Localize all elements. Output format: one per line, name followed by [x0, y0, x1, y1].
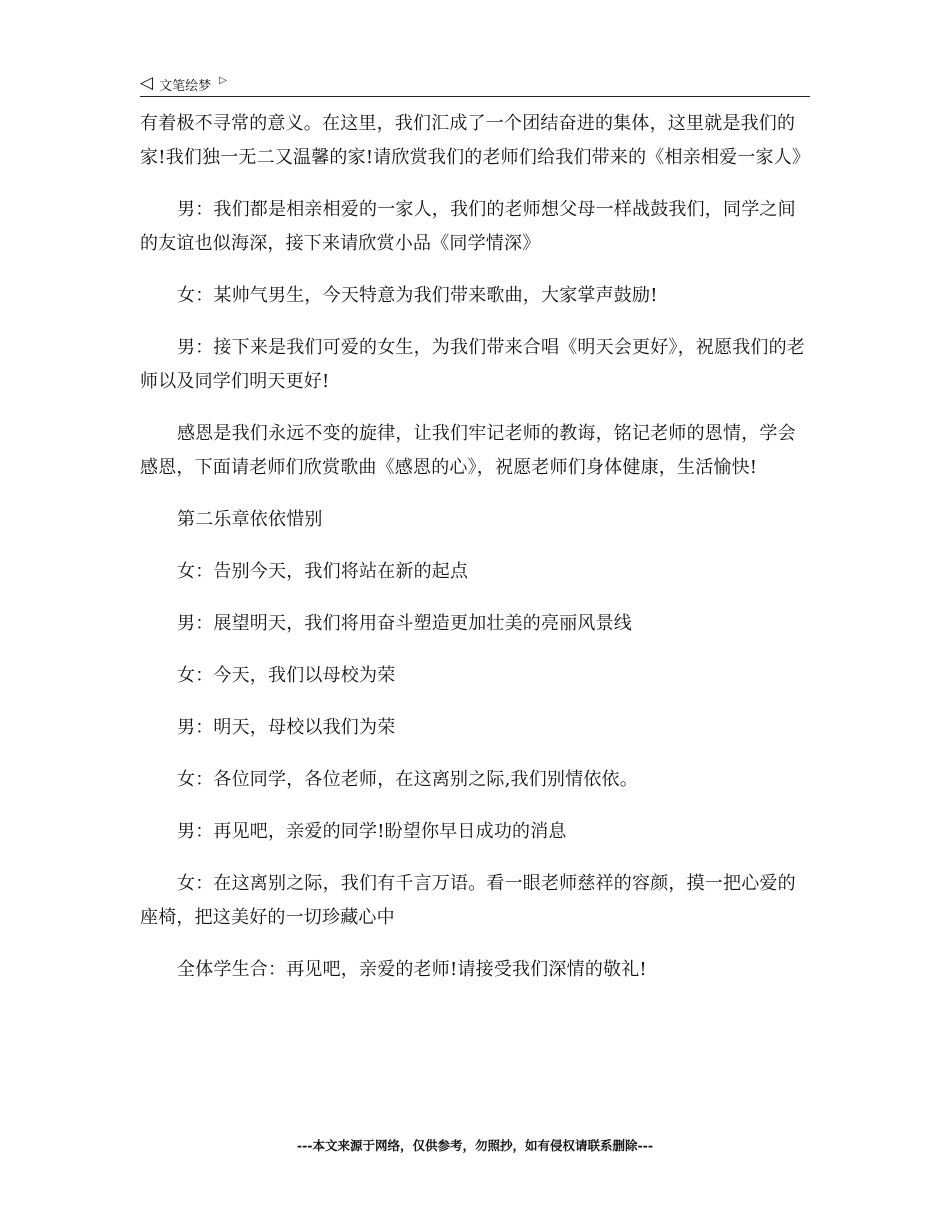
paragraph-3: 女：某帅气男生，今天特意为我们带来歌曲，大家掌声鼓励! — [177, 285, 658, 306]
triangle-right-icon: ▷ — [219, 74, 227, 86]
page-footer: ---本文来源于网络，仅供参考，勿照抄，如有侵权请联系删除--- — [296, 1138, 654, 1153]
paragraph-5: 感恩是我们永远不变的旋律，让我们牢记老师的教诲，铭记老师的恩情，学会感恩，下面请老师们欣赏歌曲《感恩的心》，祝愿老师们身体健康，生活愉快! — [140, 423, 796, 478]
paragraph-13: 女：在这离别之际，我们有千言万语。看一眼老师慈祥的容颜，摸一把心爱的座椅，把这美好的一切珍藏心中 — [140, 873, 796, 928]
triangle-left-icon: ◁ — [140, 72, 154, 93]
document-body — [140, 107, 812, 1005]
paragraph-7: 女：告别今天，我们将站在新的起点 — [177, 561, 469, 582]
paragraph-9: 女：今天，我们以母校为荣 — [177, 665, 396, 686]
paragraph-2: 男：我们都是相亲相爱的一家人，我们的老师想父母一样战鼓我们，同学之间的友谊也似海深，接下来请欣赏小品《同学情深》 — [140, 199, 796, 254]
section-heading: 第二乐章依依惜别 — [177, 509, 323, 530]
paragraph-14: 全体学生合：再见吧，亲爱的老师!请接受我们深情的敬礼! — [177, 959, 647, 980]
page-header — [140, 72, 810, 97]
paragraph-1: 有着极不寻常的意义。在这里，我们汇成了一个团结奋进的集体，这里就是我们的家!我们独一无二又温馨的家!请欣赏我们的老师们给我们带来的《相亲相爱一家人》 — [140, 113, 811, 168]
paragraph-8: 男：展望明天，我们将用奋斗塑造更加壮美的亮丽风景线 — [177, 613, 632, 634]
paragraph-10: 男：明天，母校以我们为荣 — [177, 717, 396, 738]
paragraph-12: 男：再见吧，亲爱的同学!盼望你早日成功的消息 — [177, 821, 567, 842]
paragraph-4: 男：接下来是我们可爱的女生，为我们带来合唱《明天会更好》，祝愿我们的老师以及同学们明天更好! — [140, 337, 805, 392]
paragraph-11: 女：各位同学，各位老师，在这离别之际,我们别情依依。 — [177, 769, 638, 790]
header-title: 文笔绘梦 — [159, 78, 212, 94]
